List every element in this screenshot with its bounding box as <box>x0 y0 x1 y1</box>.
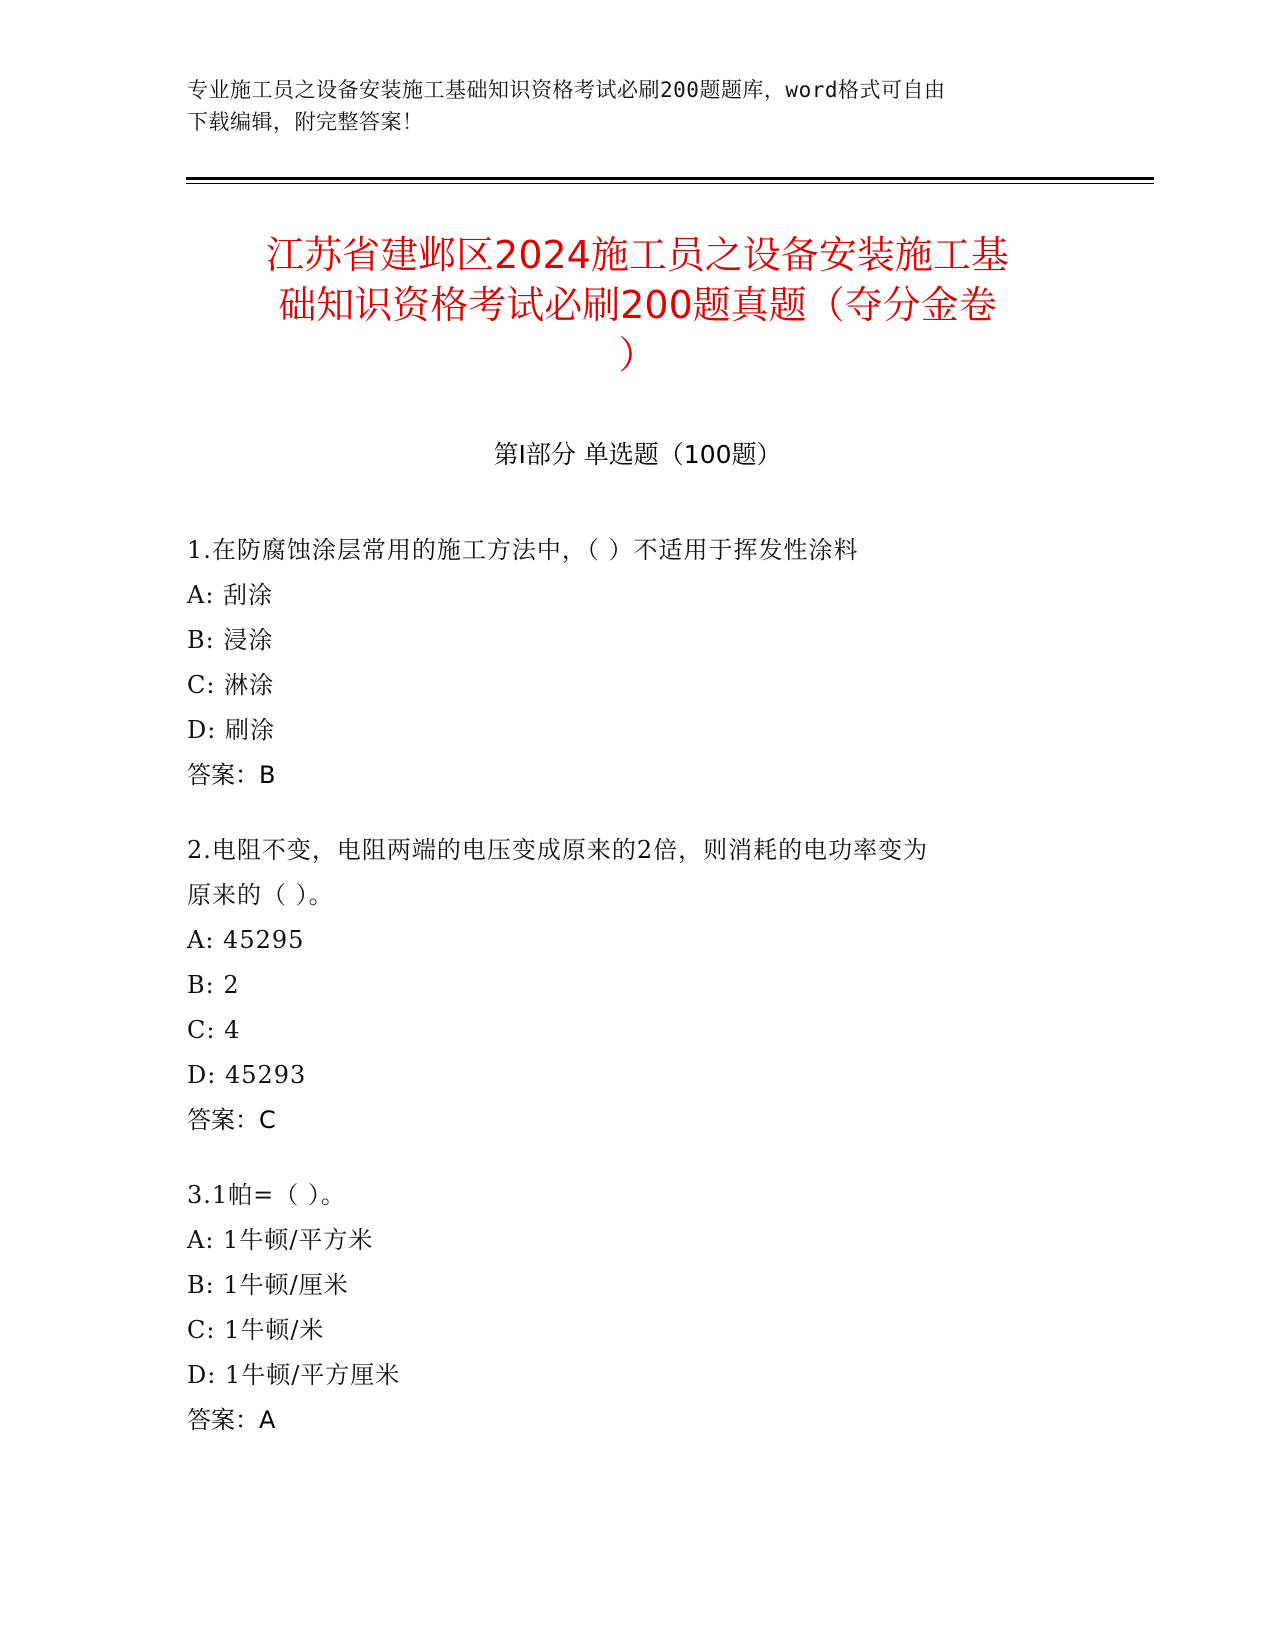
option-b: B: 2 <box>187 971 240 999</box>
answer-label: 答案：C <box>187 1106 276 1134</box>
header-divider-thin <box>186 183 1154 184</box>
header-note-line-1: 专业施工员之设备安装施工基础知识资格考试必刷200题题库，word格式可自由 <box>187 78 946 102</box>
header-divider-thick <box>186 177 1154 180</box>
section-heading: 第Ⅰ部分 单选题（100题） <box>493 440 782 469</box>
option-a: A: 刮涂 <box>187 581 274 609</box>
question-stem: 3.1帕=（ ）。 <box>187 1181 346 1209</box>
document-title <box>150 230 1125 380</box>
option-d: D: 45293 <box>187 1061 307 1089</box>
option-c: C: 淋涂 <box>187 671 275 699</box>
title-line-2: 础知识资格考试必刷200题真题（夺分金卷 <box>278 283 997 327</box>
question-list <box>187 528 1087 1473</box>
title-line-3: ） <box>618 333 657 377</box>
option-a: A: 1牛顿/平方米 <box>187 1226 374 1254</box>
question-stem-continued: 原来的（ ）。 <box>187 881 334 909</box>
question-stem: 1.在防腐蚀涂层常用的施工方法中，（ ）不适用于挥发性涂料 <box>187 536 859 564</box>
header-note-line-2: 下载编辑，附完整答案！ <box>187 110 424 134</box>
title-line-1: 江苏省建邺区2024施工员之设备安装施工基 <box>266 233 1009 277</box>
option-c: C: 4 <box>187 1016 241 1044</box>
option-b: B: 浸涂 <box>187 626 274 654</box>
answer-label: 答案：A <box>187 1406 276 1434</box>
question-stem: 2.电阻不变，电阻两端的电压变成原来的2倍，则消耗的电功率变为 <box>187 836 929 864</box>
answer-label: 答案：B <box>187 761 276 789</box>
option-d: D: 刷涂 <box>187 716 275 744</box>
question-2 <box>187 828 1087 1143</box>
option-a: A: 45295 <box>187 926 305 954</box>
question-3 <box>187 1173 1087 1443</box>
option-b: B: 1牛顿/厘米 <box>187 1271 349 1299</box>
option-d: D: 1牛顿/平方厘米 <box>187 1361 401 1389</box>
question-1 <box>187 528 1087 798</box>
option-c: C: 1牛顿/米 <box>187 1316 325 1344</box>
document-header-note <box>187 74 1087 138</box>
